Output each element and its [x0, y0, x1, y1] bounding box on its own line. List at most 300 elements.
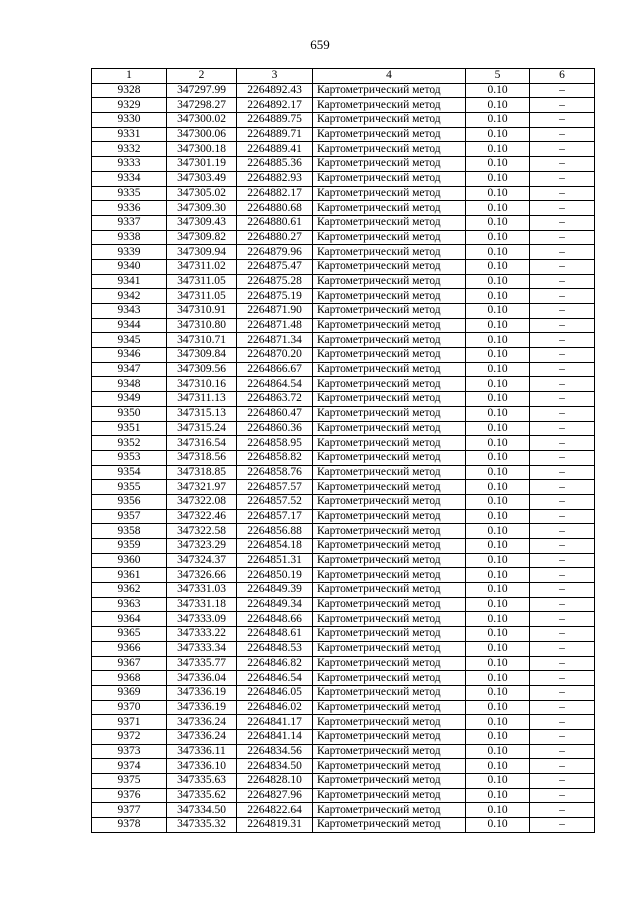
y-coordinate-cell: 2264846.54	[237, 671, 313, 686]
table-row	[92, 201, 595, 216]
x-coordinate-cell: 347336.19	[167, 685, 237, 700]
note-cell: –	[530, 685, 595, 700]
point-number-cell: 9362	[92, 583, 167, 598]
note-cell: –	[530, 142, 595, 157]
y-coordinate-cell: 2264858.76	[237, 465, 313, 480]
table-row	[92, 289, 595, 304]
y-coordinate-cell: 2264850.19	[237, 568, 313, 583]
method-cell: Картометрический метод	[313, 98, 466, 113]
table-row	[92, 685, 595, 700]
x-coordinate-cell: 347333.22	[167, 627, 237, 642]
table-row	[92, 333, 595, 348]
y-coordinate-cell: 2264828.10	[237, 774, 313, 789]
method-cell: Картометрический метод	[313, 289, 466, 304]
note-cell: –	[530, 215, 595, 230]
accuracy-cell: 0.10	[466, 729, 530, 744]
point-number-cell: 9328	[92, 83, 167, 98]
coordinates-table	[91, 68, 595, 833]
note-cell: –	[530, 201, 595, 216]
table-row	[92, 245, 595, 260]
table-row	[92, 494, 595, 509]
table-row	[92, 524, 595, 539]
table-row	[92, 392, 595, 407]
y-coordinate-cell: 2264851.31	[237, 553, 313, 568]
note-cell: –	[530, 318, 595, 333]
table-row	[92, 348, 595, 363]
note-cell: –	[530, 744, 595, 759]
point-number-cell: 9329	[92, 98, 167, 113]
accuracy-cell: 0.10	[466, 553, 530, 568]
x-coordinate-cell: 347336.11	[167, 744, 237, 759]
note-cell: –	[530, 450, 595, 465]
note-cell: –	[530, 641, 595, 656]
y-coordinate-cell: 2264854.18	[237, 539, 313, 554]
table-row	[92, 377, 595, 392]
method-cell: Картометрический метод	[313, 304, 466, 319]
point-number-cell: 9356	[92, 494, 167, 509]
note-cell: –	[530, 509, 595, 524]
x-coordinate-cell: 347336.04	[167, 671, 237, 686]
y-coordinate-cell: 2264864.54	[237, 377, 313, 392]
table-row	[92, 759, 595, 774]
note-cell: –	[530, 289, 595, 304]
table-row	[92, 450, 595, 465]
table-row	[92, 274, 595, 289]
method-cell: Картометрический метод	[313, 83, 466, 98]
point-number-cell: 9345	[92, 333, 167, 348]
point-number-cell: 9378	[92, 818, 167, 833]
y-coordinate-cell: 2264848.53	[237, 641, 313, 656]
point-number-cell: 9373	[92, 744, 167, 759]
x-coordinate-cell: 347309.30	[167, 201, 237, 216]
note-cell: –	[530, 818, 595, 833]
x-coordinate-cell: 347321.97	[167, 480, 237, 495]
x-coordinate-cell: 347301.19	[167, 157, 237, 172]
method-cell: Картометрический метод	[313, 539, 466, 554]
method-cell: Картометрический метод	[313, 480, 466, 495]
y-coordinate-cell: 2264892.17	[237, 98, 313, 113]
y-coordinate-cell: 2264856.88	[237, 524, 313, 539]
point-number-cell: 9369	[92, 685, 167, 700]
y-coordinate-cell: 2264880.27	[237, 230, 313, 245]
x-coordinate-cell: 347323.29	[167, 539, 237, 554]
table-row	[92, 788, 595, 803]
method-cell: Картометрический метод	[313, 436, 466, 451]
x-coordinate-cell: 347331.03	[167, 583, 237, 598]
point-number-cell: 9360	[92, 553, 167, 568]
method-cell: Картометрический метод	[313, 524, 466, 539]
note-cell: –	[530, 553, 595, 568]
table-row	[92, 553, 595, 568]
accuracy-cell: 0.10	[466, 480, 530, 495]
y-coordinate-cell: 2264822.64	[237, 803, 313, 818]
accuracy-cell: 0.10	[466, 274, 530, 289]
point-number-cell: 9335	[92, 186, 167, 201]
method-cell: Картометрический метод	[313, 259, 466, 274]
note-cell: –	[530, 524, 595, 539]
table-row	[92, 171, 595, 186]
accuracy-cell: 0.10	[466, 583, 530, 598]
accuracy-cell: 0.10	[466, 436, 530, 451]
method-cell: Картометрический метод	[313, 215, 466, 230]
method-cell: Картометрический метод	[313, 818, 466, 833]
table-body	[92, 83, 595, 832]
table-row	[92, 142, 595, 157]
accuracy-cell: 0.10	[466, 509, 530, 524]
y-coordinate-cell: 2264846.02	[237, 700, 313, 715]
point-number-cell: 9367	[92, 656, 167, 671]
table-row	[92, 480, 595, 495]
note-cell: –	[530, 465, 595, 480]
table-row	[92, 612, 595, 627]
accuracy-cell: 0.10	[466, 406, 530, 421]
note-cell: –	[530, 83, 595, 98]
x-coordinate-cell: 347335.77	[167, 656, 237, 671]
y-coordinate-cell: 2264848.66	[237, 612, 313, 627]
x-coordinate-cell: 347316.54	[167, 436, 237, 451]
x-coordinate-cell: 347298.27	[167, 98, 237, 113]
y-coordinate-cell: 2264866.67	[237, 362, 313, 377]
table-row	[92, 113, 595, 128]
point-number-cell: 9331	[92, 127, 167, 142]
y-coordinate-cell: 2264858.82	[237, 450, 313, 465]
note-cell: –	[530, 788, 595, 803]
method-cell: Картометрический метод	[313, 759, 466, 774]
point-number-cell: 9333	[92, 157, 167, 172]
x-coordinate-cell: 347318.85	[167, 465, 237, 480]
table-row	[92, 803, 595, 818]
note-cell: –	[530, 539, 595, 554]
accuracy-cell: 0.10	[466, 83, 530, 98]
table-row	[92, 230, 595, 245]
y-coordinate-cell: 2264880.61	[237, 215, 313, 230]
x-coordinate-cell: 347335.63	[167, 774, 237, 789]
note-cell: –	[530, 274, 595, 289]
method-cell: Картометрический метод	[313, 201, 466, 216]
method-cell: Картометрический метод	[313, 113, 466, 128]
table-row	[92, 406, 595, 421]
point-number-cell: 9372	[92, 729, 167, 744]
x-coordinate-cell: 347335.62	[167, 788, 237, 803]
point-number-cell: 9344	[92, 318, 167, 333]
note-cell: –	[530, 436, 595, 451]
method-cell: Картометрический метод	[313, 333, 466, 348]
x-coordinate-cell: 347310.91	[167, 304, 237, 319]
note-cell: –	[530, 803, 595, 818]
point-number-cell: 9353	[92, 450, 167, 465]
note-cell: –	[530, 774, 595, 789]
method-cell: Картометрический метод	[313, 774, 466, 789]
x-coordinate-cell: 347331.18	[167, 597, 237, 612]
point-number-cell: 9348	[92, 377, 167, 392]
point-number-cell: 9346	[92, 348, 167, 363]
point-number-cell: 9375	[92, 774, 167, 789]
x-coordinate-cell: 347310.80	[167, 318, 237, 333]
column-header-2: 2	[167, 69, 237, 84]
y-coordinate-cell: 2264860.47	[237, 406, 313, 421]
note-cell: –	[530, 494, 595, 509]
x-coordinate-cell: 347318.56	[167, 450, 237, 465]
table-row	[92, 157, 595, 172]
note-cell: –	[530, 362, 595, 377]
note-cell: –	[530, 700, 595, 715]
accuracy-cell: 0.10	[466, 803, 530, 818]
page-number: 659	[310, 37, 330, 52]
point-number-cell: 9370	[92, 700, 167, 715]
accuracy-cell: 0.10	[466, 304, 530, 319]
x-coordinate-cell: 347322.58	[167, 524, 237, 539]
x-coordinate-cell: 347336.19	[167, 700, 237, 715]
point-number-cell: 9376	[92, 788, 167, 803]
x-coordinate-cell: 347309.43	[167, 215, 237, 230]
x-coordinate-cell: 347324.37	[167, 553, 237, 568]
point-number-cell: 9354	[92, 465, 167, 480]
method-cell: Картометрический метод	[313, 509, 466, 524]
table-row	[92, 127, 595, 142]
y-coordinate-cell: 2264889.71	[237, 127, 313, 142]
note-cell: –	[530, 480, 595, 495]
table-row	[92, 671, 595, 686]
method-cell: Картометрический метод	[313, 171, 466, 186]
y-coordinate-cell: 2264834.50	[237, 759, 313, 774]
accuracy-cell: 0.10	[466, 700, 530, 715]
accuracy-cell: 0.10	[466, 98, 530, 113]
table-row	[92, 215, 595, 230]
point-number-cell: 9343	[92, 304, 167, 319]
method-cell: Картометрический метод	[313, 656, 466, 671]
y-coordinate-cell: 2264834.56	[237, 744, 313, 759]
y-coordinate-cell: 2264871.48	[237, 318, 313, 333]
x-coordinate-cell: 347326.66	[167, 568, 237, 583]
y-coordinate-cell: 2264849.39	[237, 583, 313, 598]
x-coordinate-cell: 347309.56	[167, 362, 237, 377]
y-coordinate-cell: 2264875.19	[237, 289, 313, 304]
table-row	[92, 641, 595, 656]
method-cell: Картометрический метод	[313, 127, 466, 142]
table-row	[92, 700, 595, 715]
y-coordinate-cell: 2264857.17	[237, 509, 313, 524]
method-cell: Картометрический метод	[313, 729, 466, 744]
accuracy-cell: 0.10	[466, 671, 530, 686]
note-cell: –	[530, 421, 595, 436]
x-coordinate-cell: 347311.13	[167, 392, 237, 407]
y-coordinate-cell: 2264875.47	[237, 259, 313, 274]
x-coordinate-cell: 347309.94	[167, 245, 237, 260]
note-cell: –	[530, 597, 595, 612]
y-coordinate-cell: 2264841.17	[237, 715, 313, 730]
accuracy-cell: 0.10	[466, 333, 530, 348]
note-cell: –	[530, 612, 595, 627]
table-row	[92, 259, 595, 274]
point-number-cell: 9347	[92, 362, 167, 377]
note-cell: –	[530, 627, 595, 642]
table-row	[92, 539, 595, 554]
accuracy-cell: 0.10	[466, 113, 530, 128]
method-cell: Картометрический метод	[313, 142, 466, 157]
point-number-cell: 9341	[92, 274, 167, 289]
column-header-1: 1	[92, 69, 167, 84]
table-row	[92, 729, 595, 744]
y-coordinate-cell: 2264819.31	[237, 818, 313, 833]
point-number-cell: 9340	[92, 259, 167, 274]
header-row	[92, 69, 595, 84]
method-cell: Картометрический метод	[313, 788, 466, 803]
accuracy-cell: 0.10	[466, 171, 530, 186]
note-cell: –	[530, 230, 595, 245]
method-cell: Картометрический метод	[313, 685, 466, 700]
column-header-6: 6	[530, 69, 595, 84]
y-coordinate-cell: 2264863.72	[237, 392, 313, 407]
note-cell: –	[530, 377, 595, 392]
table-row	[92, 509, 595, 524]
y-coordinate-cell: 2264857.57	[237, 480, 313, 495]
table-row	[92, 186, 595, 201]
point-number-cell: 9366	[92, 641, 167, 656]
table-row	[92, 774, 595, 789]
point-number-cell: 9330	[92, 113, 167, 128]
note-cell: –	[530, 304, 595, 319]
y-coordinate-cell: 2264857.52	[237, 494, 313, 509]
y-coordinate-cell: 2264848.61	[237, 627, 313, 642]
accuracy-cell: 0.10	[466, 494, 530, 509]
method-cell: Картометрический метод	[313, 465, 466, 480]
x-coordinate-cell: 347300.18	[167, 142, 237, 157]
y-coordinate-cell: 2264889.41	[237, 142, 313, 157]
method-cell: Картометрический метод	[313, 597, 466, 612]
accuracy-cell: 0.10	[466, 597, 530, 612]
note-cell: –	[530, 171, 595, 186]
point-number-cell: 9364	[92, 612, 167, 627]
method-cell: Картометрический метод	[313, 627, 466, 642]
method-cell: Картометрический метод	[313, 245, 466, 260]
point-number-cell: 9355	[92, 480, 167, 495]
accuracy-cell: 0.10	[466, 450, 530, 465]
point-number-cell: 9357	[92, 509, 167, 524]
table-row	[92, 597, 595, 612]
y-coordinate-cell: 2264885.36	[237, 157, 313, 172]
accuracy-cell: 0.10	[466, 759, 530, 774]
y-coordinate-cell: 2264846.05	[237, 685, 313, 700]
table-row	[92, 818, 595, 833]
table-row	[92, 627, 595, 642]
accuracy-cell: 0.10	[466, 627, 530, 642]
method-cell: Картометрический метод	[313, 671, 466, 686]
method-cell: Картометрический метод	[313, 583, 466, 598]
x-coordinate-cell: 347300.02	[167, 113, 237, 128]
method-cell: Картометрический метод	[313, 406, 466, 421]
accuracy-cell: 0.10	[466, 362, 530, 377]
x-coordinate-cell: 347305.02	[167, 186, 237, 201]
column-header-5: 5	[466, 69, 530, 84]
accuracy-cell: 0.10	[466, 157, 530, 172]
table-row	[92, 421, 595, 436]
method-cell: Картометрический метод	[313, 450, 466, 465]
accuracy-cell: 0.10	[466, 656, 530, 671]
accuracy-cell: 0.10	[466, 685, 530, 700]
x-coordinate-cell: 347333.34	[167, 641, 237, 656]
accuracy-cell: 0.10	[466, 421, 530, 436]
accuracy-cell: 0.10	[466, 230, 530, 245]
x-coordinate-cell: 347303.49	[167, 171, 237, 186]
note-cell: –	[530, 127, 595, 142]
method-cell: Картометрический метод	[313, 318, 466, 333]
accuracy-cell: 0.10	[466, 744, 530, 759]
table-header	[92, 69, 595, 84]
note-cell: –	[530, 656, 595, 671]
y-coordinate-cell: 2264892.43	[237, 83, 313, 98]
point-number-cell: 9338	[92, 230, 167, 245]
table-row	[92, 304, 595, 319]
x-coordinate-cell: 347336.24	[167, 715, 237, 730]
accuracy-cell: 0.10	[466, 245, 530, 260]
y-coordinate-cell: 2264841.14	[237, 729, 313, 744]
method-cell: Картометрический метод	[313, 157, 466, 172]
accuracy-cell: 0.10	[466, 142, 530, 157]
x-coordinate-cell: 347315.13	[167, 406, 237, 421]
point-number-cell: 9365	[92, 627, 167, 642]
accuracy-cell: 0.10	[466, 788, 530, 803]
accuracy-cell: 0.10	[466, 612, 530, 627]
x-coordinate-cell: 347336.10	[167, 759, 237, 774]
method-cell: Картометрический метод	[313, 612, 466, 627]
x-coordinate-cell: 347336.24	[167, 729, 237, 744]
note-cell: –	[530, 759, 595, 774]
note-cell: –	[530, 348, 595, 363]
note-cell: –	[530, 333, 595, 348]
point-number-cell: 9377	[92, 803, 167, 818]
point-number-cell: 9361	[92, 568, 167, 583]
accuracy-cell: 0.10	[466, 524, 530, 539]
table-row	[92, 744, 595, 759]
table-row	[92, 465, 595, 480]
accuracy-cell: 0.10	[466, 774, 530, 789]
method-cell: Картометрический метод	[313, 494, 466, 509]
x-coordinate-cell: 347311.05	[167, 289, 237, 304]
table-row	[92, 568, 595, 583]
y-coordinate-cell: 2264882.93	[237, 171, 313, 186]
accuracy-cell: 0.10	[466, 715, 530, 730]
y-coordinate-cell: 2264870.20	[237, 348, 313, 363]
method-cell: Картометрический метод	[313, 744, 466, 759]
note-cell: –	[530, 671, 595, 686]
column-header-3: 3	[237, 69, 313, 84]
x-coordinate-cell: 347335.32	[167, 818, 237, 833]
note-cell: –	[530, 715, 595, 730]
table-row	[92, 83, 595, 98]
point-number-cell: 9337	[92, 215, 167, 230]
x-coordinate-cell: 347322.08	[167, 494, 237, 509]
method-cell: Картометрический метод	[313, 186, 466, 201]
accuracy-cell: 0.10	[466, 818, 530, 833]
point-number-cell: 9374	[92, 759, 167, 774]
x-coordinate-cell: 347309.82	[167, 230, 237, 245]
method-cell: Картометрический метод	[313, 348, 466, 363]
accuracy-cell: 0.10	[466, 539, 530, 554]
table-row	[92, 436, 595, 451]
table-row	[92, 318, 595, 333]
x-coordinate-cell: 347310.16	[167, 377, 237, 392]
method-cell: Картометрический метод	[313, 230, 466, 245]
accuracy-cell: 0.10	[466, 215, 530, 230]
point-number-cell: 9350	[92, 406, 167, 421]
y-coordinate-cell: 2264871.34	[237, 333, 313, 348]
table-row	[92, 715, 595, 730]
y-coordinate-cell: 2264827.96	[237, 788, 313, 803]
method-cell: Картометрический метод	[313, 392, 466, 407]
note-cell: –	[530, 259, 595, 274]
y-coordinate-cell: 2264858.95	[237, 436, 313, 451]
x-coordinate-cell: 347311.05	[167, 274, 237, 289]
